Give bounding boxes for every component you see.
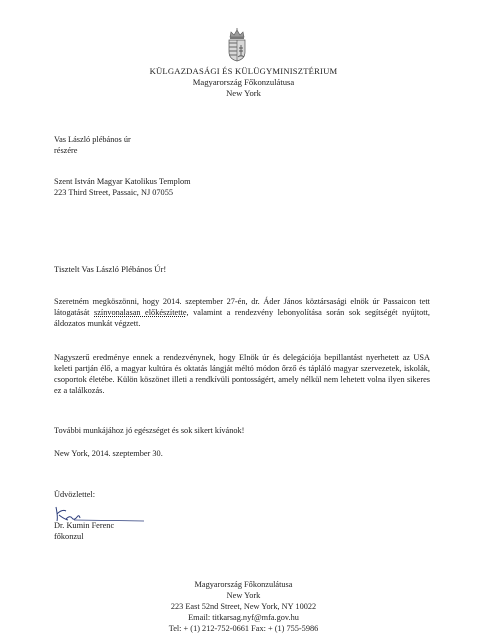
body-paragraph-2: Nagyszerű eredménye ennek a rendezvénynek, hogy Elnök úr és delegációja bepillantást nyerhetett az USA keleti partján élő, a magyar kultúra és oktatás lángját méltó módon őrző és tápláló magyar szervezetek, iskolák, csoportok életébe. Külön köszönet illeti a rendkívüli pontosságért, amely nélkül nem lehetett volna ilyen sikeres ez a találkozás. bbox=[54, 353, 430, 395]
paragraph-1-start: Szeretném megköszönni, hogy 2014. szeptember 27-én, dr. Áder János köztársasági elnök úr Passaicon tett látogatását bbox=[54, 297, 430, 317]
signer-block bbox=[54, 521, 114, 542]
body-paragraph-1 bbox=[54, 297, 430, 330]
recipient-block bbox=[54, 135, 131, 156]
signer-title: főkonzul bbox=[54, 531, 84, 541]
consulate-city: New York bbox=[226, 88, 261, 98]
recipient-name: Vas László plébános úr bbox=[54, 135, 131, 144]
footer-city: New York bbox=[226, 591, 261, 600]
body-paragraph-3: További munkájához jó egészséget és sok sikert kívánok! bbox=[54, 426, 245, 435]
footer-consulate: Magyarország Főkonzulátusa bbox=[194, 580, 293, 589]
paragraph-1-end: , valamint a rendezvény lebonyolítása során sok segítségét nyújtott, áldozatos munkát végzett. bbox=[54, 307, 430, 328]
ministry-name: KÜLGAZDASÁGI ÉS KÜLÜGYMINISZTÉRIUM bbox=[149, 66, 338, 76]
recipient-attention: részére bbox=[54, 145, 78, 155]
address-street: 223 Third Street, Passaic, NJ 07055 bbox=[54, 187, 173, 197]
paragraph-1-underlined: színvonalasan előkészítette bbox=[94, 307, 187, 317]
consulate-name: Magyarország Főkonzulátusa bbox=[192, 77, 295, 87]
signer-name: Dr. Kumin Ferenc bbox=[54, 521, 115, 530]
closing-phrase: Üdvözlettel: bbox=[54, 490, 96, 499]
footer-street: 223 East 52nd Street, New York, NY 10022 bbox=[170, 602, 317, 611]
footer-email[interactable]: Email: titkarsag.nyf@mfa.gov.hu bbox=[188, 613, 299, 622]
address-organization: Szent István Magyar Katolikus Templom bbox=[54, 177, 191, 186]
salutation: Tisztelt Vas László Plébános Úr! bbox=[54, 264, 167, 274]
footer-phone-fax: Tel: + (1) 212-752-0661 Fax: + (1) 755-5986 bbox=[168, 624, 319, 633]
recipient-address bbox=[54, 177, 191, 198]
letter-date: New York, 2014. szeptember 30. bbox=[54, 449, 163, 458]
hungarian-coat-of-arms-icon bbox=[226, 28, 248, 62]
